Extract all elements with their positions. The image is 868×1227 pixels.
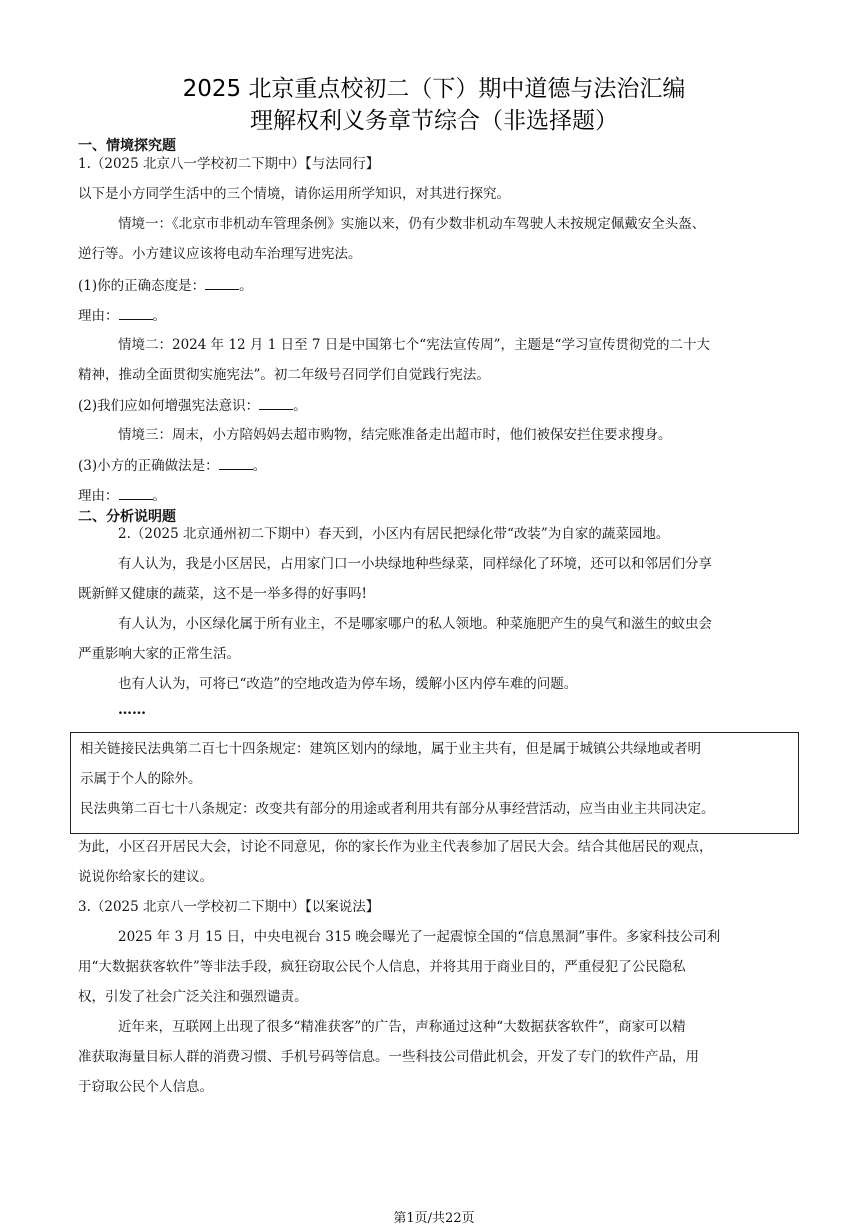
q2-opinion1-line1: 有人认为，我是小区居民，占用家门口一小块绿地种些绿菜，同样绿化了环境，还可以和邻居们分享 xyxy=(118,556,712,572)
q1-reason3: 理由： 。 xyxy=(78,488,166,504)
q2-opinion3: 也有人认为，可将已“改造”的空地改造为停车场，缓解小区内停车难的问题。 xyxy=(118,676,578,692)
q1-intro: 以下是小方同学生活中的三个情境，请你运用所学知识，对其进行探究。 xyxy=(78,186,510,202)
document-title-line2: 理解权利义务章节综合（非选择题） xyxy=(250,108,618,134)
q2-heading: 2.（2025 北京通州初二下期中）春天到，小区内有居民把绿化带“改装”为自家的蔬菜园地。 xyxy=(118,526,670,542)
q1-heading: 1.（2025 北京八一学校初二下期中）【与法同行】 xyxy=(78,156,380,172)
answer-blank xyxy=(119,306,153,320)
page-footer: 第1页/共22页 xyxy=(393,1211,475,1226)
q1-scenario3: 情境三：周末，小方陪妈妈去超市购物，结完账准备走出超市时，他们被保安拦住要求搜身。 xyxy=(118,427,672,443)
q2-opinion1-line2: 既新鲜又健康的蔬菜，这不是一举多得的好事吗! xyxy=(78,586,367,602)
answer-blank xyxy=(219,456,253,470)
q1-scenario2-line2: 精神，推动全面贯彻实施宪法”。初二年级号召同学们自觉践行宪法。 xyxy=(78,367,490,383)
q1-scenario1-line2: 逆行等。小方建议应该将电动车治理写进宪法。 xyxy=(78,246,362,262)
section-heading-2: 二、分析说明题 xyxy=(78,509,176,525)
q1-scenario2-line1: 情境二：2024 年 12 月 1 日至 7 日是中国第七个“宪法宣传周”，主题是“学习宣传贯彻党的二十大 xyxy=(118,337,710,353)
q3-para2-line1: 近年来，互联网上出现了很多“精准获客”的广告，声称通过这种“大数据获客软件”，商家可以精 xyxy=(118,1019,686,1035)
law-box-line2: 示属于个人的除外。 xyxy=(80,771,202,787)
q1-part1: (1)你的正确态度是： 。 xyxy=(78,278,253,294)
answer-blank xyxy=(205,276,239,290)
q2-opinion2-line2: 严重影响大家的正常生活。 xyxy=(78,646,240,662)
q2-ask-line2: 说说你给家长的建议。 xyxy=(78,869,213,885)
q2-opinion2-line1: 有人认为，小区绿化属于所有业主，不是哪家哪户的私人领地。种菜施肥产生的臭气和滋生的蚊虫会 xyxy=(118,616,712,632)
section-heading-1: 一、情境探究题 xyxy=(78,138,176,154)
q1-part3-text: (3)小方的正确做法是： xyxy=(78,458,219,474)
q2-ask-line1: 为此，小区召开居民大会，讨论不同意见，你的家长作为业主代表参加了居民大会。结合其他居民的观点， xyxy=(78,839,713,855)
q3-para1-line1: 2025 年 3 月 15 日，中央电视台 315 晚会曝光了一起震惊全国的“信息黑洞”事件。多家科技公司利 xyxy=(118,929,721,945)
q1-part2: (2)我们应如何增强宪法意识： 。 xyxy=(78,398,307,414)
law-box-line1: 相关链接民法典第二百七十四条规定：建筑区划内的绿地，属于业主共有，但是属于城镇公共绿地或者明 xyxy=(80,741,701,757)
q1-reason1-text: 理由： xyxy=(78,308,119,324)
law-box-line3: 民法典第二百七十八条规定：改变共有部分的用途或者利用共有部分从事经营活动，应当由业主共同决定。 xyxy=(80,801,715,817)
q1-reason1: 理由： 。 xyxy=(78,308,166,324)
q3-para1-line2: 用“大数据获客软件”等非法手段，疯狂窃取公民个人信息，并将其用于商业目的，严重侵犯了公民隐私 xyxy=(78,959,686,975)
q2-ellipsis: …… xyxy=(118,702,146,718)
document-title-line1: 2025 北京重点校初二（下）期中道德与法治汇编 xyxy=(182,76,686,102)
q3-heading: 3.（2025 北京八一学校初二下期中）【以案说法】 xyxy=(78,899,380,915)
q1-part3: (3)小方的正确做法是： 。 xyxy=(78,458,267,474)
q1-reason3-text: 理由： xyxy=(78,488,119,504)
q1-part1-text: (1)你的正确态度是： xyxy=(78,278,206,294)
q1-part2-text: (2)我们应如何增强宪法意识： xyxy=(78,398,260,414)
answer-blank xyxy=(119,486,153,500)
q3-para2-line3: 于窃取公民个人信息。 xyxy=(78,1079,213,1095)
q3-para2-line2: 准获取海量目标人群的消费习惯、手机号码等信息。一些科技公司借此机会，开发了专门的软件产品，用 xyxy=(78,1049,699,1065)
answer-blank xyxy=(259,396,293,410)
q3-para1-line3: 权，引发了社会广泛关注和强烈谴责。 xyxy=(78,989,308,1005)
q1-scenario1-line1: 情境一：《北京市非机动车管理条例》实施以来，仍有少数非机动车驾驶人未按规定佩戴安全头盔、 xyxy=(118,216,706,232)
